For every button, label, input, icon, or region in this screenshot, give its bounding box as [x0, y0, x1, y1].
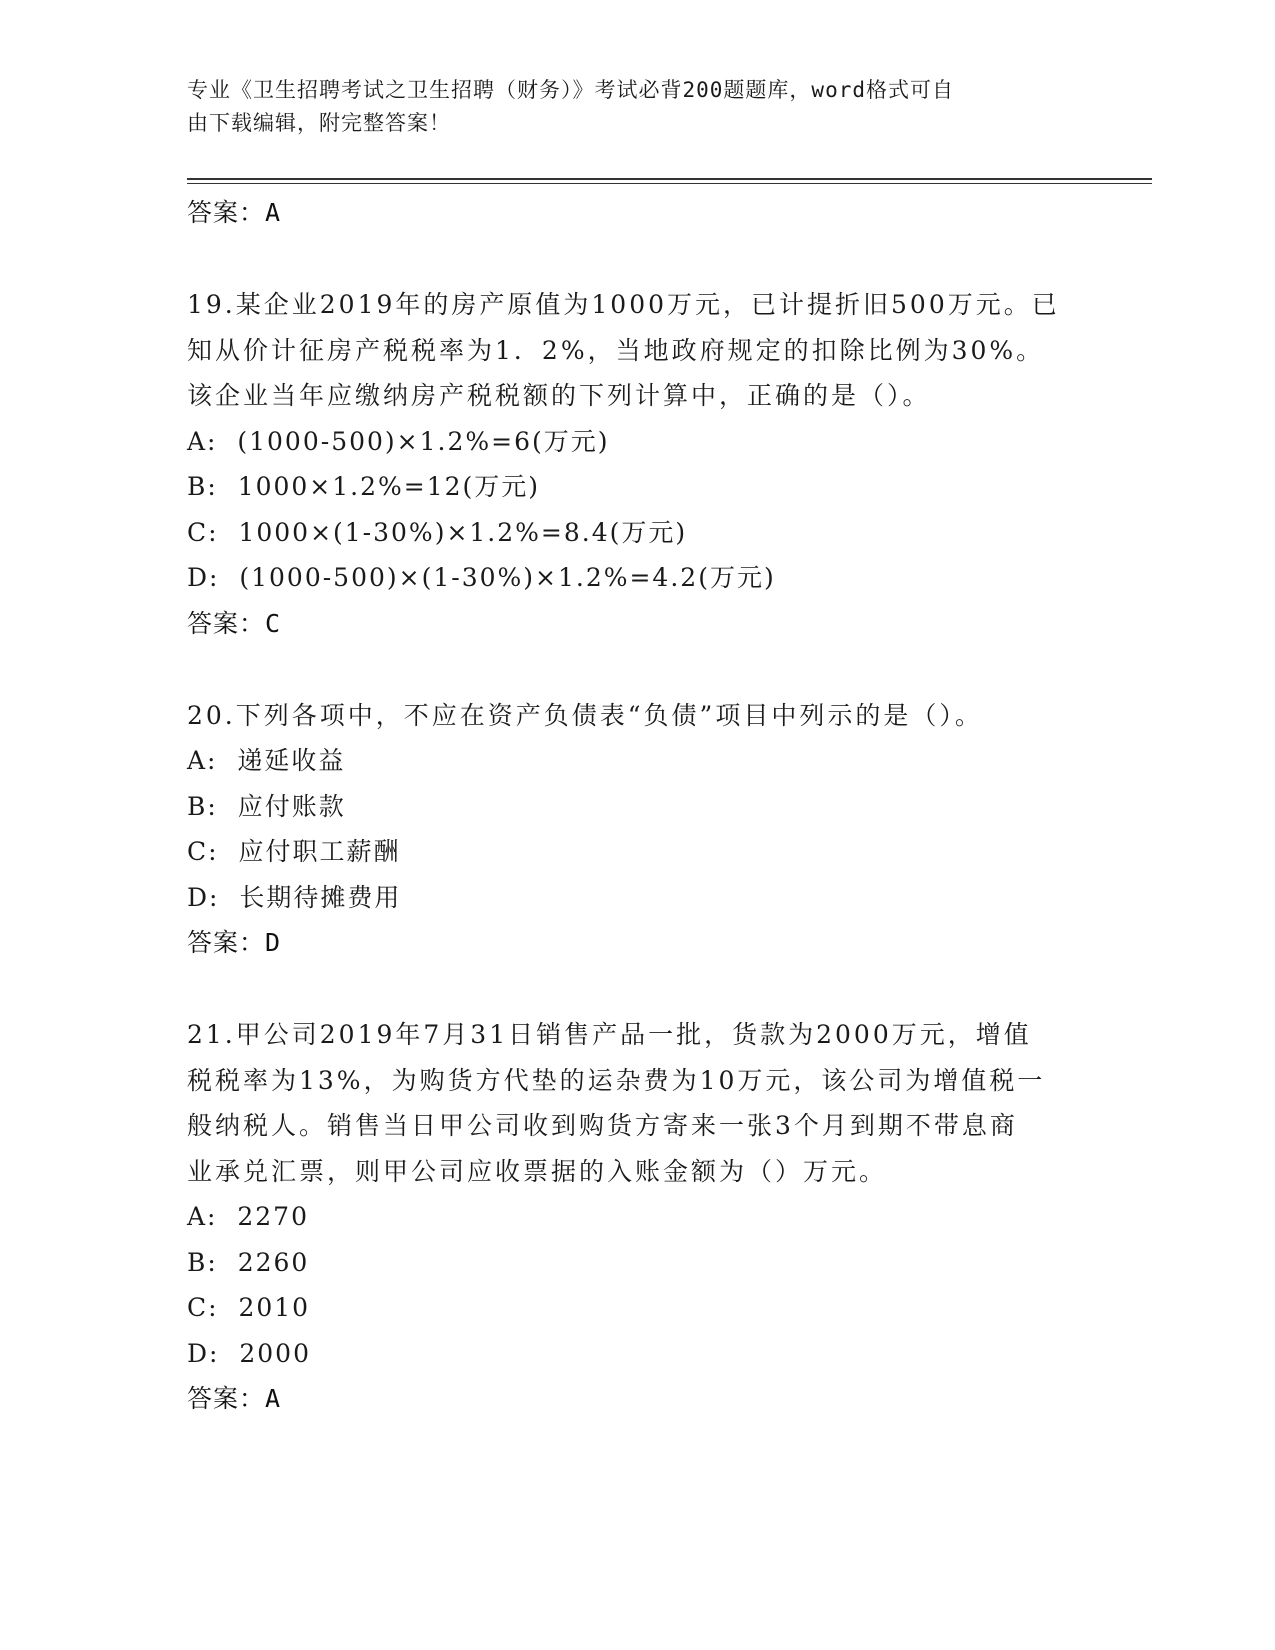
option-d: D: 长期待摊费用: [187, 882, 402, 912]
question-20: [187, 693, 1067, 966]
header-rule-thin: [187, 183, 1152, 184]
option-d: D: (1000-500)×(1-30%)×1.2%=4.2(万元): [187, 563, 776, 592]
option-b: B: 1000×1.2%=12(万元): [187, 472, 541, 501]
previous-answer: 答案：A: [187, 198, 282, 227]
spacer: [187, 646, 1067, 693]
option-a: A: (1000-500)×1.2%=6(万元): [187, 426, 610, 456]
option-c: C: 应付职工薪酬: [187, 837, 401, 866]
spacer: [187, 235, 1067, 282]
document-header: 专业《卫生招聘考试之卫生招聘（财务）》考试必背200题题库，word格式可自 由下载编辑，附完整答案！: [187, 78, 954, 135]
answer-label: 答案：D: [187, 928, 282, 957]
question-list: [187, 190, 1067, 1421]
header-rule-thick: [187, 178, 1152, 180]
answer-label: 答案：C: [187, 608, 282, 638]
option-b: B: 应付账款: [187, 791, 346, 821]
option-a: A: 2270: [187, 1202, 309, 1231]
question-stem: 19.某企业2019年的房产原值为1000万元，已计提折旧500万元。已 知从价计征房产税税率为1．2%，当地政府规定的扣除比例为30%。 该企业当年应缴纳房产税税额的下列计算中，正确的是（）。: [187, 290, 1060, 410]
question-19: [187, 282, 1067, 646]
question-21: [187, 1012, 1067, 1421]
option-c: C: 2010: [187, 1293, 311, 1322]
option-c: C: 1000×(1-30%)×1.2%=8.4(万元): [187, 517, 688, 547]
question-stem: 20.下列各项中，不应在资产负债表“负债”项目中列示的是（）。: [187, 700, 983, 730]
question-stem: 21.甲公司2019年7月31日销售产品一批，货款为2000万元，增值 税税率为13%，为购货方代垫的运杂费为10万元，该公司为增值税一 般纳税人。销售当日甲公司收到购货方寄来一张3个月到期不带息商 业承兑汇票，则甲公司应收票据的入账金额为（）万元。: [187, 1020, 1046, 1186]
option-b: B: 2260: [187, 1247, 310, 1277]
option-a: A: 递延收益: [187, 746, 346, 775]
option-d: D: 2000: [187, 1338, 311, 1368]
answer-label: 答案：A: [187, 1384, 282, 1413]
spacer: [187, 965, 1067, 1012]
